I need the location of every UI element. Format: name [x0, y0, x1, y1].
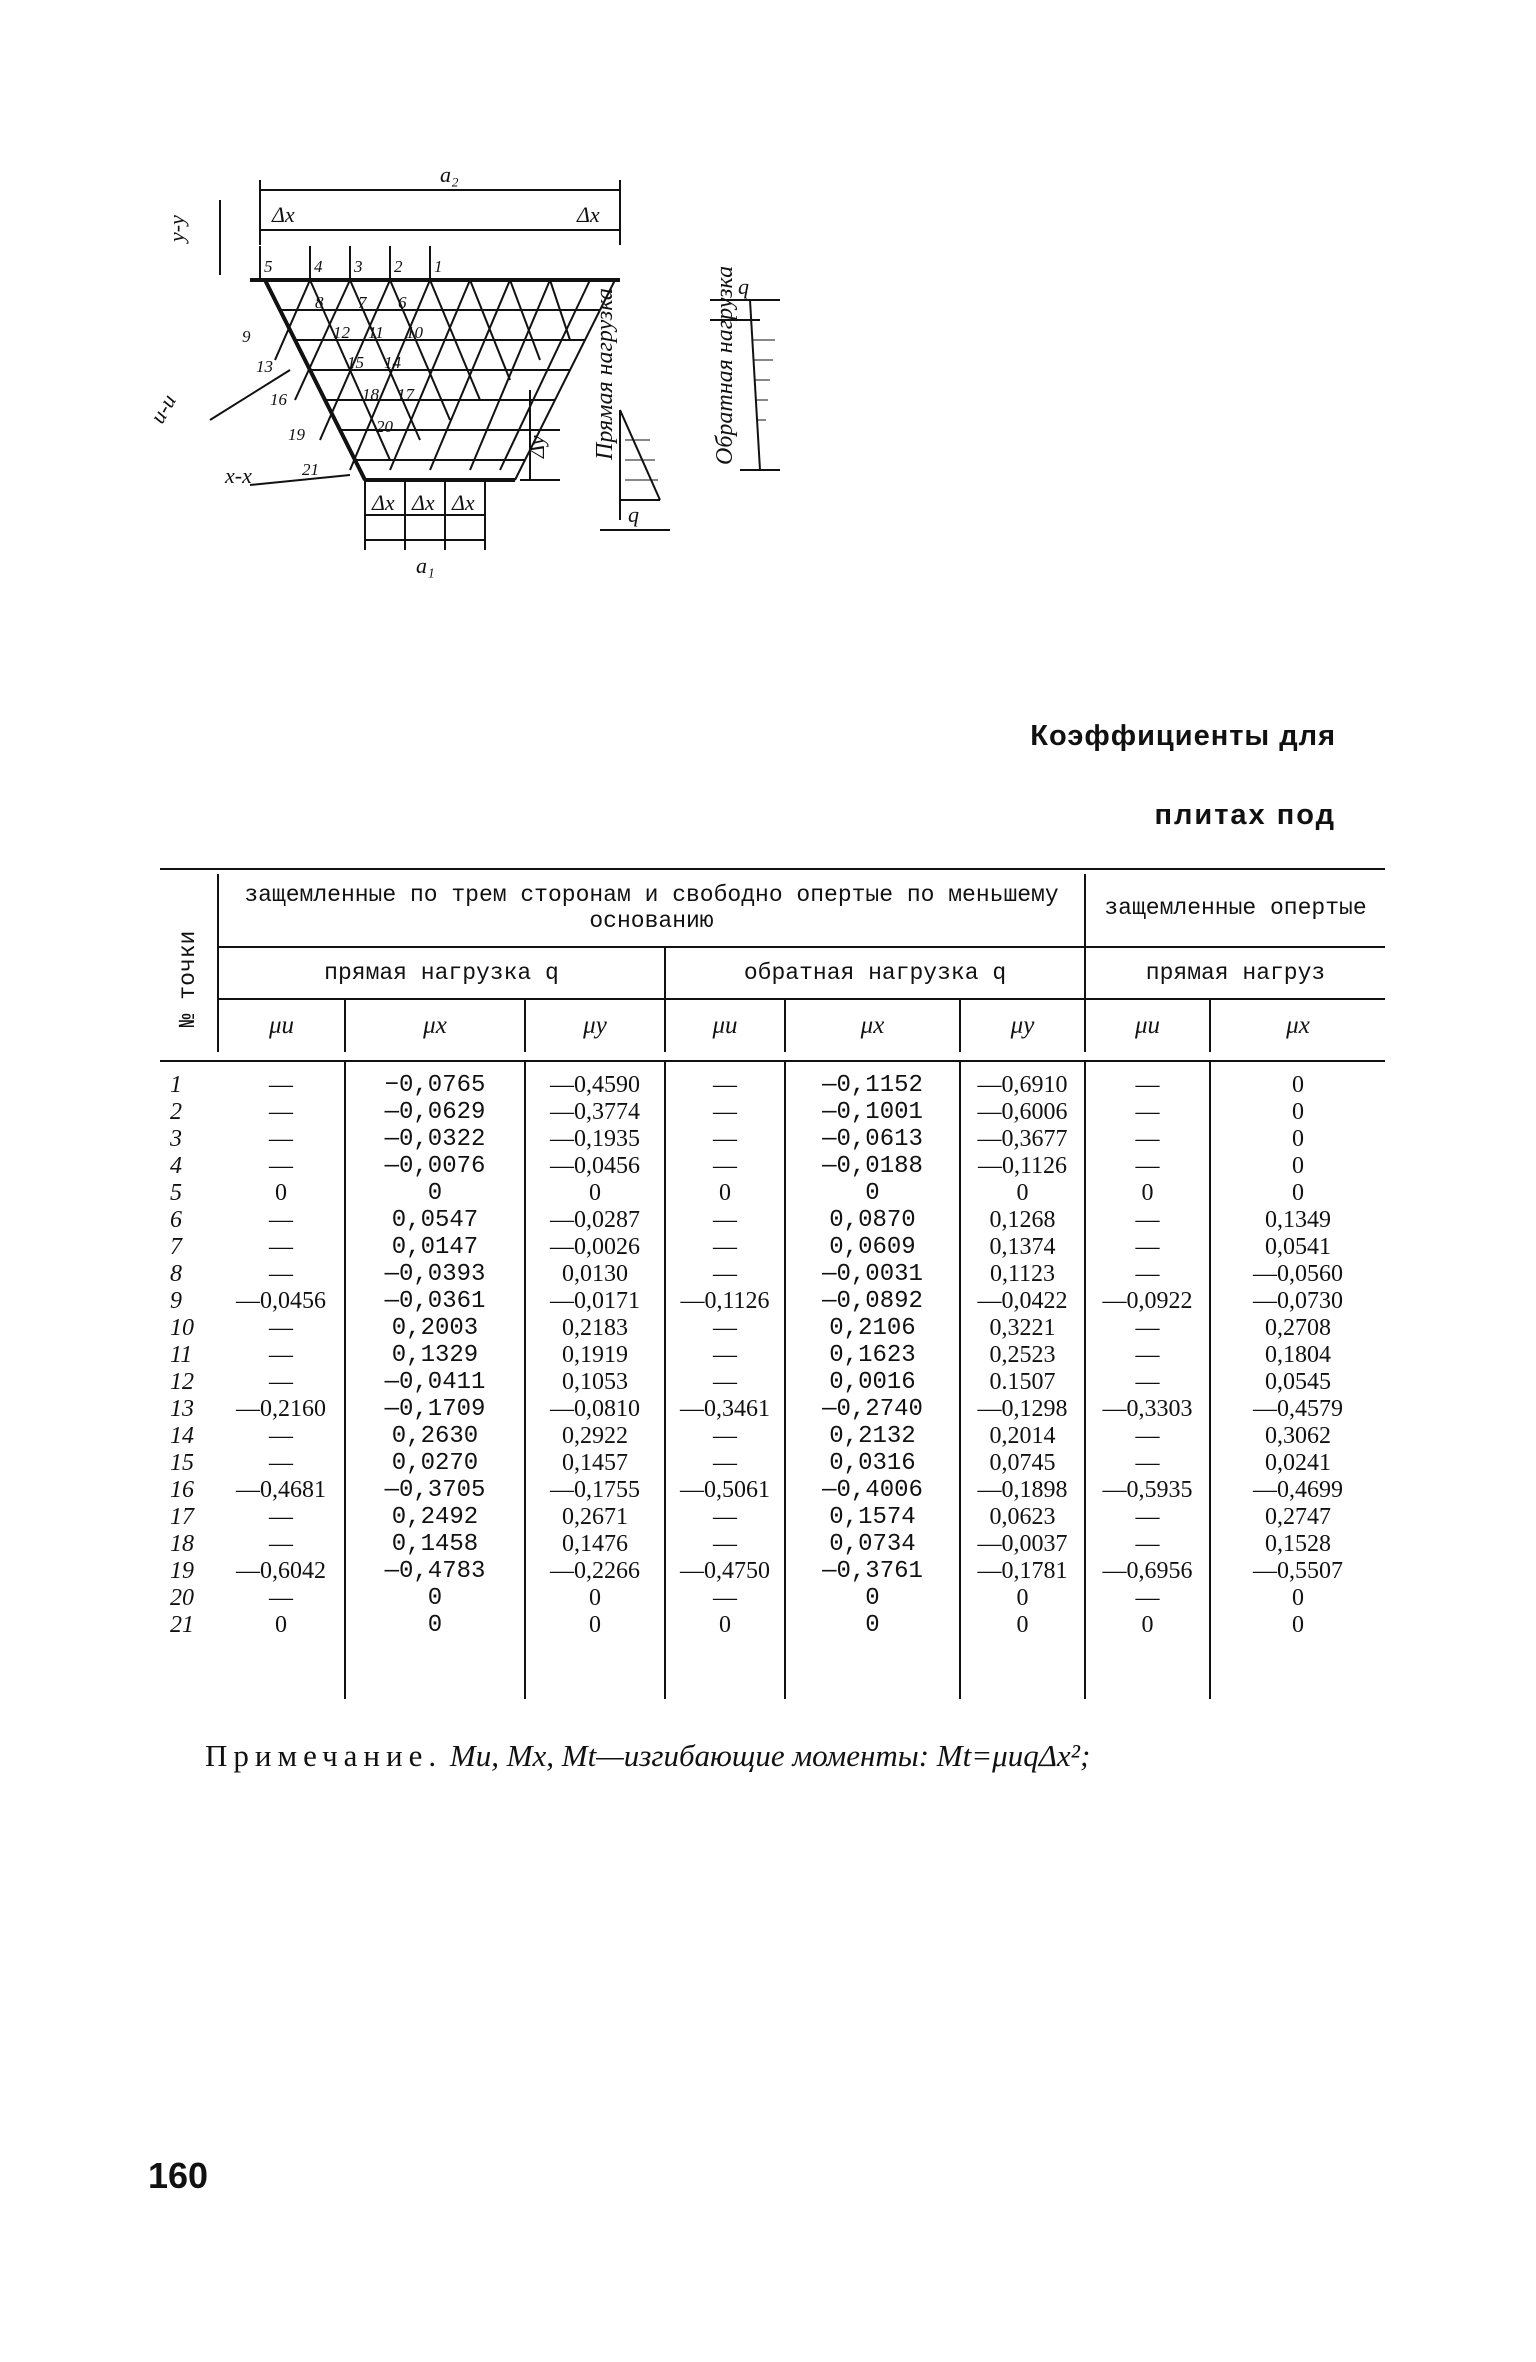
table-cell: —0,0922 — [1085, 1288, 1210, 1315]
table-cell: 0 — [785, 1612, 960, 1639]
table-cell: 0,0609 — [785, 1234, 960, 1261]
table-cell: 0 — [525, 1612, 665, 1639]
svg-text:q: q — [738, 274, 749, 299]
table-cell: — — [1085, 1061, 1210, 1099]
svg-text:Δx: Δx — [372, 490, 395, 515]
svg-text:18: 18 — [362, 385, 379, 404]
table-cell: — — [1085, 1342, 1210, 1369]
table-cell: — — [218, 1585, 345, 1612]
svg-text:Δx: Δx — [452, 490, 475, 515]
table-cell: —0,0026 — [525, 1234, 665, 1261]
table-cell: 0,2132 — [785, 1423, 960, 1450]
table-cell: 0,0545 — [1265, 1369, 1331, 1395]
table-cell: — — [1085, 1207, 1210, 1234]
subheader-direct-load: прямая нагрузка q — [218, 947, 665, 999]
table-cell: — — [1085, 1585, 1210, 1612]
table-cell: — — [218, 1450, 345, 1477]
table-row — [160, 1180, 1385, 1207]
table-cell: 0,2523 — [960, 1342, 1085, 1369]
col-header: μx — [785, 999, 960, 1052]
table-cell: —0,4579 — [1253, 1396, 1343, 1422]
table-cell: —0,4590 — [525, 1061, 665, 1099]
table-cell: — — [218, 1234, 345, 1261]
table-cell: — — [665, 1126, 785, 1153]
table-cell: — — [218, 1531, 345, 1558]
table-row — [160, 1531, 1385, 1558]
table-cell: — — [1085, 1504, 1210, 1531]
table-cell: —0,0411 — [345, 1369, 525, 1396]
title-line-2: плитах под — [1154, 799, 1336, 831]
table-row — [160, 1369, 1385, 1396]
table-cell: 0 — [785, 1585, 960, 1612]
table-cell: — — [665, 1099, 785, 1126]
svg-text:Δx: Δx — [577, 202, 600, 227]
table-cell: — — [1085, 1369, 1210, 1396]
table-cell: 0,1804 — [1265, 1342, 1331, 1368]
svg-text:13: 13 — [256, 357, 273, 376]
table-cell: —0,0456 — [525, 1153, 665, 1180]
table-cell: — — [1085, 1153, 1210, 1180]
table-cell: 0 — [1292, 1585, 1304, 1611]
footnote-label: Примечание. — [205, 1738, 443, 1773]
svg-text:4: 4 — [314, 257, 323, 276]
table-cell: 0 — [665, 1612, 785, 1639]
point-number-cell: 15 — [170, 1450, 194, 1476]
table-cell: 0 — [960, 1612, 1085, 1639]
table-cell: 0 — [1292, 1099, 1304, 1125]
table-cell: —0,0188 — [785, 1153, 960, 1180]
table-cell: 0,1374 — [960, 1234, 1085, 1261]
table-cell: 0 — [1292, 1126, 1304, 1152]
table-cell: —0,0892 — [785, 1288, 960, 1315]
table-cell: 0,1349 — [1265, 1207, 1331, 1233]
table-cell: —0,6956 — [1085, 1558, 1210, 1585]
table-cell: —0,3774 — [525, 1099, 665, 1126]
table-cell: —0,5507 — [1253, 1558, 1343, 1584]
table-cell: —0,2740 — [785, 1396, 960, 1423]
table-row — [160, 1396, 1385, 1423]
table-cell: 0,1329 — [345, 1342, 525, 1369]
table-cell: —0,0393 — [345, 1261, 525, 1288]
table-cell: —0,5061 — [665, 1477, 785, 1504]
subheader-direct-load-2: прямая нагруз — [1085, 947, 1385, 999]
table-cell: —0,2160 — [218, 1396, 345, 1423]
point-number-cell: 12 — [170, 1369, 194, 1395]
table-cell: 0,1919 — [525, 1342, 665, 1369]
table-cell: 0,2671 — [525, 1504, 665, 1531]
table-cell: 0 — [960, 1180, 1085, 1207]
svg-text:6: 6 — [398, 293, 407, 312]
table-cell: 0 — [218, 1180, 345, 1207]
svg-text:Обратная нагрузка: Обратная нагрузка — [712, 265, 738, 465]
table-cell: —0,4750 — [665, 1558, 785, 1585]
point-number-cell: 7 — [170, 1234, 182, 1260]
point-number-header: № точки — [160, 874, 218, 1052]
table-cell: — — [665, 1234, 785, 1261]
table-title — [1030, 720, 1336, 832]
table-cell: 0,1476 — [525, 1531, 665, 1558]
table-row — [160, 1126, 1385, 1153]
table-padding-cell — [218, 1639, 345, 1699]
svg-text:a₂: a₂ — [440, 162, 459, 187]
table-row — [160, 1477, 1385, 1504]
table-cell: 0 — [1085, 1180, 1210, 1207]
col-header: μu — [665, 999, 785, 1052]
table-cell: —0,1898 — [960, 1477, 1085, 1504]
table-cell: — — [218, 1061, 345, 1099]
table-row — [160, 1261, 1385, 1288]
table-cell: — — [1085, 1099, 1210, 1126]
table-row — [160, 1099, 1385, 1126]
table-cell: 0,3062 — [1265, 1423, 1331, 1449]
table-padding-cell — [665, 1639, 785, 1699]
table-cell: 0,2003 — [345, 1315, 525, 1342]
table-cell: —0,1152 — [785, 1061, 960, 1099]
table-cell: 0,0870 — [785, 1207, 960, 1234]
table-cell: — — [665, 1153, 785, 1180]
svg-text:y-y: y-y — [164, 215, 189, 242]
point-number-cell: 6 — [170, 1207, 182, 1233]
table-cell: 0 — [525, 1585, 665, 1612]
table-cell: 0,0734 — [785, 1531, 960, 1558]
svg-text:15: 15 — [347, 353, 364, 372]
svg-text:Δx: Δx — [272, 202, 295, 227]
table-cell: — — [1085, 1261, 1210, 1288]
table-cell: —0,4681 — [218, 1477, 345, 1504]
table-cell: —0,0361 — [345, 1288, 525, 1315]
table-row — [160, 1207, 1385, 1234]
table-row — [160, 1342, 1385, 1369]
table-cell: —0,0730 — [1253, 1288, 1343, 1314]
table-cell: 0,0270 — [345, 1450, 525, 1477]
table-cell: — — [665, 1061, 785, 1099]
point-number-cell: 18 — [170, 1531, 194, 1557]
table-cell: 0,2708 — [1265, 1315, 1331, 1341]
point-number-cell: 9 — [170, 1288, 182, 1314]
table-cell: — — [1085, 1423, 1210, 1450]
svg-text:17: 17 — [397, 385, 414, 404]
table-row — [160, 1315, 1385, 1342]
point-number-cell: 11 — [170, 1342, 193, 1368]
table-cell: 0,0745 — [960, 1450, 1085, 1477]
table-cell: 0,2630 — [345, 1423, 525, 1450]
table-cell: 0,2922 — [525, 1423, 665, 1450]
table-cell: —0,3461 — [665, 1396, 785, 1423]
table-cell: 0,0541 — [1265, 1234, 1331, 1260]
table-cell: —0,0422 — [960, 1288, 1085, 1315]
svg-text:q: q — [628, 502, 639, 527]
table-cell: —0,3705 — [345, 1477, 525, 1504]
table-cell: 0 — [1292, 1153, 1304, 1179]
table-cell: 0 — [1292, 1612, 1304, 1638]
table-cell: — — [218, 1261, 345, 1288]
table-cell: —0,3761 — [785, 1558, 960, 1585]
table-cell: 0,1574 — [785, 1504, 960, 1531]
svg-text:9: 9 — [242, 327, 251, 346]
svg-text:21: 21 — [302, 460, 319, 479]
svg-text:14: 14 — [384, 353, 401, 372]
svg-text:u-u: u-u — [144, 389, 181, 428]
table-cell: —0,3303 — [1085, 1396, 1210, 1423]
svg-text:7: 7 — [358, 293, 367, 312]
table-cell: 0,1123 — [960, 1261, 1085, 1288]
footnote-text: Mu, Mx, Mt—изгибающие моменты: Mt=μuqΔx²; — [449, 1738, 1091, 1773]
table-cell: 0,1457 — [525, 1450, 665, 1477]
col-header: μx — [1210, 999, 1385, 1052]
table-cell: — — [218, 1153, 345, 1180]
svg-text:1: 1 — [434, 257, 443, 276]
table-cell: —0,0456 — [218, 1288, 345, 1315]
svg-text:8: 8 — [315, 293, 324, 312]
table-cell: —0,6042 — [218, 1558, 345, 1585]
table-cell: 0 — [218, 1612, 345, 1639]
table-row — [160, 1234, 1385, 1261]
table-cell: — — [1085, 1234, 1210, 1261]
table-cell: 0 — [1292, 1180, 1304, 1206]
point-number-cell: 13 — [170, 1396, 194, 1422]
svg-text:2: 2 — [394, 257, 403, 276]
table-row — [160, 1450, 1385, 1477]
table-cell: — — [218, 1207, 345, 1234]
table-cell: —0,1935 — [525, 1126, 665, 1153]
table-cell: 0 — [345, 1612, 525, 1639]
svg-text:x-x: x-x — [225, 463, 252, 488]
table-row — [160, 1558, 1385, 1585]
table-padding-cell — [525, 1639, 665, 1699]
table-row — [160, 1585, 1385, 1612]
table-cell: —0,4699 — [1253, 1477, 1343, 1503]
svg-text:Прямая нагрузка: Прямая нагрузка — [592, 288, 618, 460]
table-cell: 0,3221 — [960, 1315, 1085, 1342]
table-cell: 0 — [1292, 1072, 1304, 1098]
table-cell: 0,1458 — [345, 1531, 525, 1558]
table-cell: —0,3677 — [960, 1126, 1085, 1153]
table-cell: — — [1085, 1315, 1210, 1342]
svg-text:12: 12 — [333, 323, 350, 342]
table-padding-cell — [160, 1639, 218, 1699]
table-cell: 0,2106 — [785, 1315, 960, 1342]
col-header: μx — [345, 999, 525, 1052]
table-cell: — — [665, 1450, 785, 1477]
table-cell: 0,2183 — [525, 1315, 665, 1342]
table-cell: —0,0810 — [525, 1396, 665, 1423]
table-cell: —0,0037 — [960, 1531, 1085, 1558]
table-cell: 0,1528 — [1265, 1531, 1331, 1557]
point-number-cell: 3 — [170, 1126, 182, 1152]
table-cell: —0,0031 — [785, 1261, 960, 1288]
table-cell: —0,1709 — [345, 1396, 525, 1423]
table-cell: 0 — [345, 1585, 525, 1612]
svg-text:20: 20 — [376, 417, 393, 436]
table-cell: 0,1053 — [525, 1369, 665, 1396]
svg-text:a₁: a₁ — [416, 553, 435, 578]
table-cell: 0 — [1085, 1612, 1210, 1639]
point-number-cell: 19 — [170, 1558, 194, 1584]
table-cell: — — [218, 1369, 345, 1396]
table-cell: —0,0629 — [345, 1099, 525, 1126]
table-cell: —0,4783 — [345, 1558, 525, 1585]
col-header: μy — [525, 999, 665, 1052]
table-cell: 0,1623 — [785, 1342, 960, 1369]
table-cell: 0,2014 — [960, 1423, 1085, 1450]
col-header: μu — [218, 999, 345, 1052]
table-cell: —0,1781 — [960, 1558, 1085, 1585]
table-cell: — — [1085, 1531, 1210, 1558]
point-number-cell: 10 — [170, 1315, 194, 1341]
page-number: 160 — [148, 2155, 209, 2196]
svg-text:11: 11 — [368, 323, 384, 342]
coefficients-table — [160, 868, 1385, 1699]
col-header: μy — [960, 999, 1085, 1052]
table-cell: — — [218, 1342, 345, 1369]
svg-text:10: 10 — [406, 323, 423, 342]
point-number-cell: 5 — [170, 1180, 182, 1206]
group-header-three-sides: защемленные по трем сторонам и свободно опертые по меньшему основанию — [218, 874, 1085, 947]
table-cell: —0,6006 — [960, 1099, 1085, 1126]
table-cell: 0,0130 — [525, 1261, 665, 1288]
svg-text:16: 16 — [270, 390, 287, 409]
table-cell: — — [665, 1504, 785, 1531]
table-cell: 0 — [345, 1180, 525, 1207]
point-number-cell: 20 — [170, 1585, 194, 1611]
table-cell: — — [665, 1423, 785, 1450]
table-cell: 0,0241 — [1265, 1450, 1331, 1476]
table-row — [160, 1153, 1385, 1180]
table-cell: —0,1298 — [960, 1396, 1085, 1423]
point-number-cell: 4 — [170, 1153, 182, 1179]
table-row — [160, 1288, 1385, 1315]
table-cell: 0,2492 — [345, 1504, 525, 1531]
table-cell: 0,0623 — [960, 1504, 1085, 1531]
plate-diagram — [144, 160, 930, 600]
point-number-cell: 14 — [170, 1423, 194, 1449]
point-number-cell: 1 — [170, 1072, 182, 1098]
table-padding-cell — [1085, 1639, 1210, 1699]
table-padding-cell — [1210, 1639, 1385, 1699]
table-cell: —0,0287 — [525, 1207, 665, 1234]
table-cell: —0,0171 — [525, 1288, 665, 1315]
table-cell: —0,1001 — [785, 1099, 960, 1126]
table-body — [160, 1061, 1385, 1699]
table-cell: 0,1268 — [960, 1207, 1085, 1234]
table-row — [160, 1061, 1385, 1099]
table-cell: — — [1085, 1450, 1210, 1477]
table-cell: — — [665, 1585, 785, 1612]
table-padding-cell — [785, 1639, 960, 1699]
svg-text:19: 19 — [288, 425, 305, 444]
table-padding-row — [160, 1639, 1385, 1699]
table-cell: — — [1085, 1126, 1210, 1153]
table-cell: 0,2747 — [1265, 1504, 1331, 1530]
table-row — [160, 1423, 1385, 1450]
table-cell: 0,0016 — [785, 1369, 960, 1396]
table-cell: 0 — [525, 1180, 665, 1207]
table-cell: — — [218, 1423, 345, 1450]
group-header-clamped: защемленные опертые — [1104, 895, 1367, 921]
col-header: μu — [1085, 999, 1210, 1052]
table-row — [160, 1612, 1385, 1639]
title-line-1: Коэффициенты для — [1030, 720, 1336, 752]
table-cell: 0.1507 — [960, 1369, 1085, 1396]
table-cell: —0,6910 — [960, 1061, 1085, 1099]
table-cell: 0 — [665, 1180, 785, 1207]
svg-text:3: 3 — [354, 257, 363, 276]
table-cell: —0,1126 — [665, 1288, 785, 1315]
point-number-cell: 2 — [170, 1099, 182, 1125]
table-padding-cell — [345, 1639, 525, 1699]
table-cell: — — [218, 1315, 345, 1342]
subheader-reverse-load: обратная нагрузка q — [665, 947, 1085, 999]
table-cell: —0,0076 — [345, 1153, 525, 1180]
table-cell: 0,0147 — [345, 1234, 525, 1261]
svg-text:Δy: Δy — [524, 435, 549, 458]
table-cell: — — [665, 1261, 785, 1288]
table-cell: — — [665, 1531, 785, 1558]
table-cell: —0,2266 — [525, 1558, 665, 1585]
table-cell: —0,5935 — [1085, 1477, 1210, 1504]
table-cell: —0,0560 — [1253, 1261, 1343, 1287]
table-cell: —0,0322 — [345, 1126, 525, 1153]
table-cell: 0 — [960, 1585, 1085, 1612]
table-cell: — — [665, 1207, 785, 1234]
table-cell: — — [218, 1099, 345, 1126]
table-cell: — — [665, 1315, 785, 1342]
table-cell: — — [665, 1342, 785, 1369]
footnote — [205, 1738, 1090, 1774]
table-cell: —0,4006 — [785, 1477, 960, 1504]
table-cell: —0,1755 — [525, 1477, 665, 1504]
point-number-cell: 16 — [170, 1477, 194, 1503]
table-cell: —0,1126 — [960, 1153, 1085, 1180]
table-cell: —0,0613 — [785, 1126, 960, 1153]
table-cell: — — [218, 1126, 345, 1153]
point-number-cell: 21 — [170, 1612, 194, 1638]
table-cell: 0 — [785, 1180, 960, 1207]
table-cell: 0,0547 — [345, 1207, 525, 1234]
table-cell: −0,0765 — [345, 1061, 525, 1099]
svg-text:Δx: Δx — [412, 490, 435, 515]
table-cell: — — [218, 1504, 345, 1531]
table-padding-cell — [960, 1639, 1085, 1699]
table-cell: — — [665, 1369, 785, 1396]
table-cell: 0,0316 — [785, 1450, 960, 1477]
point-number-cell: 8 — [170, 1261, 182, 1287]
svg-text:5: 5 — [264, 257, 273, 276]
point-number-cell: 17 — [170, 1504, 194, 1530]
table-row — [160, 1504, 1385, 1531]
